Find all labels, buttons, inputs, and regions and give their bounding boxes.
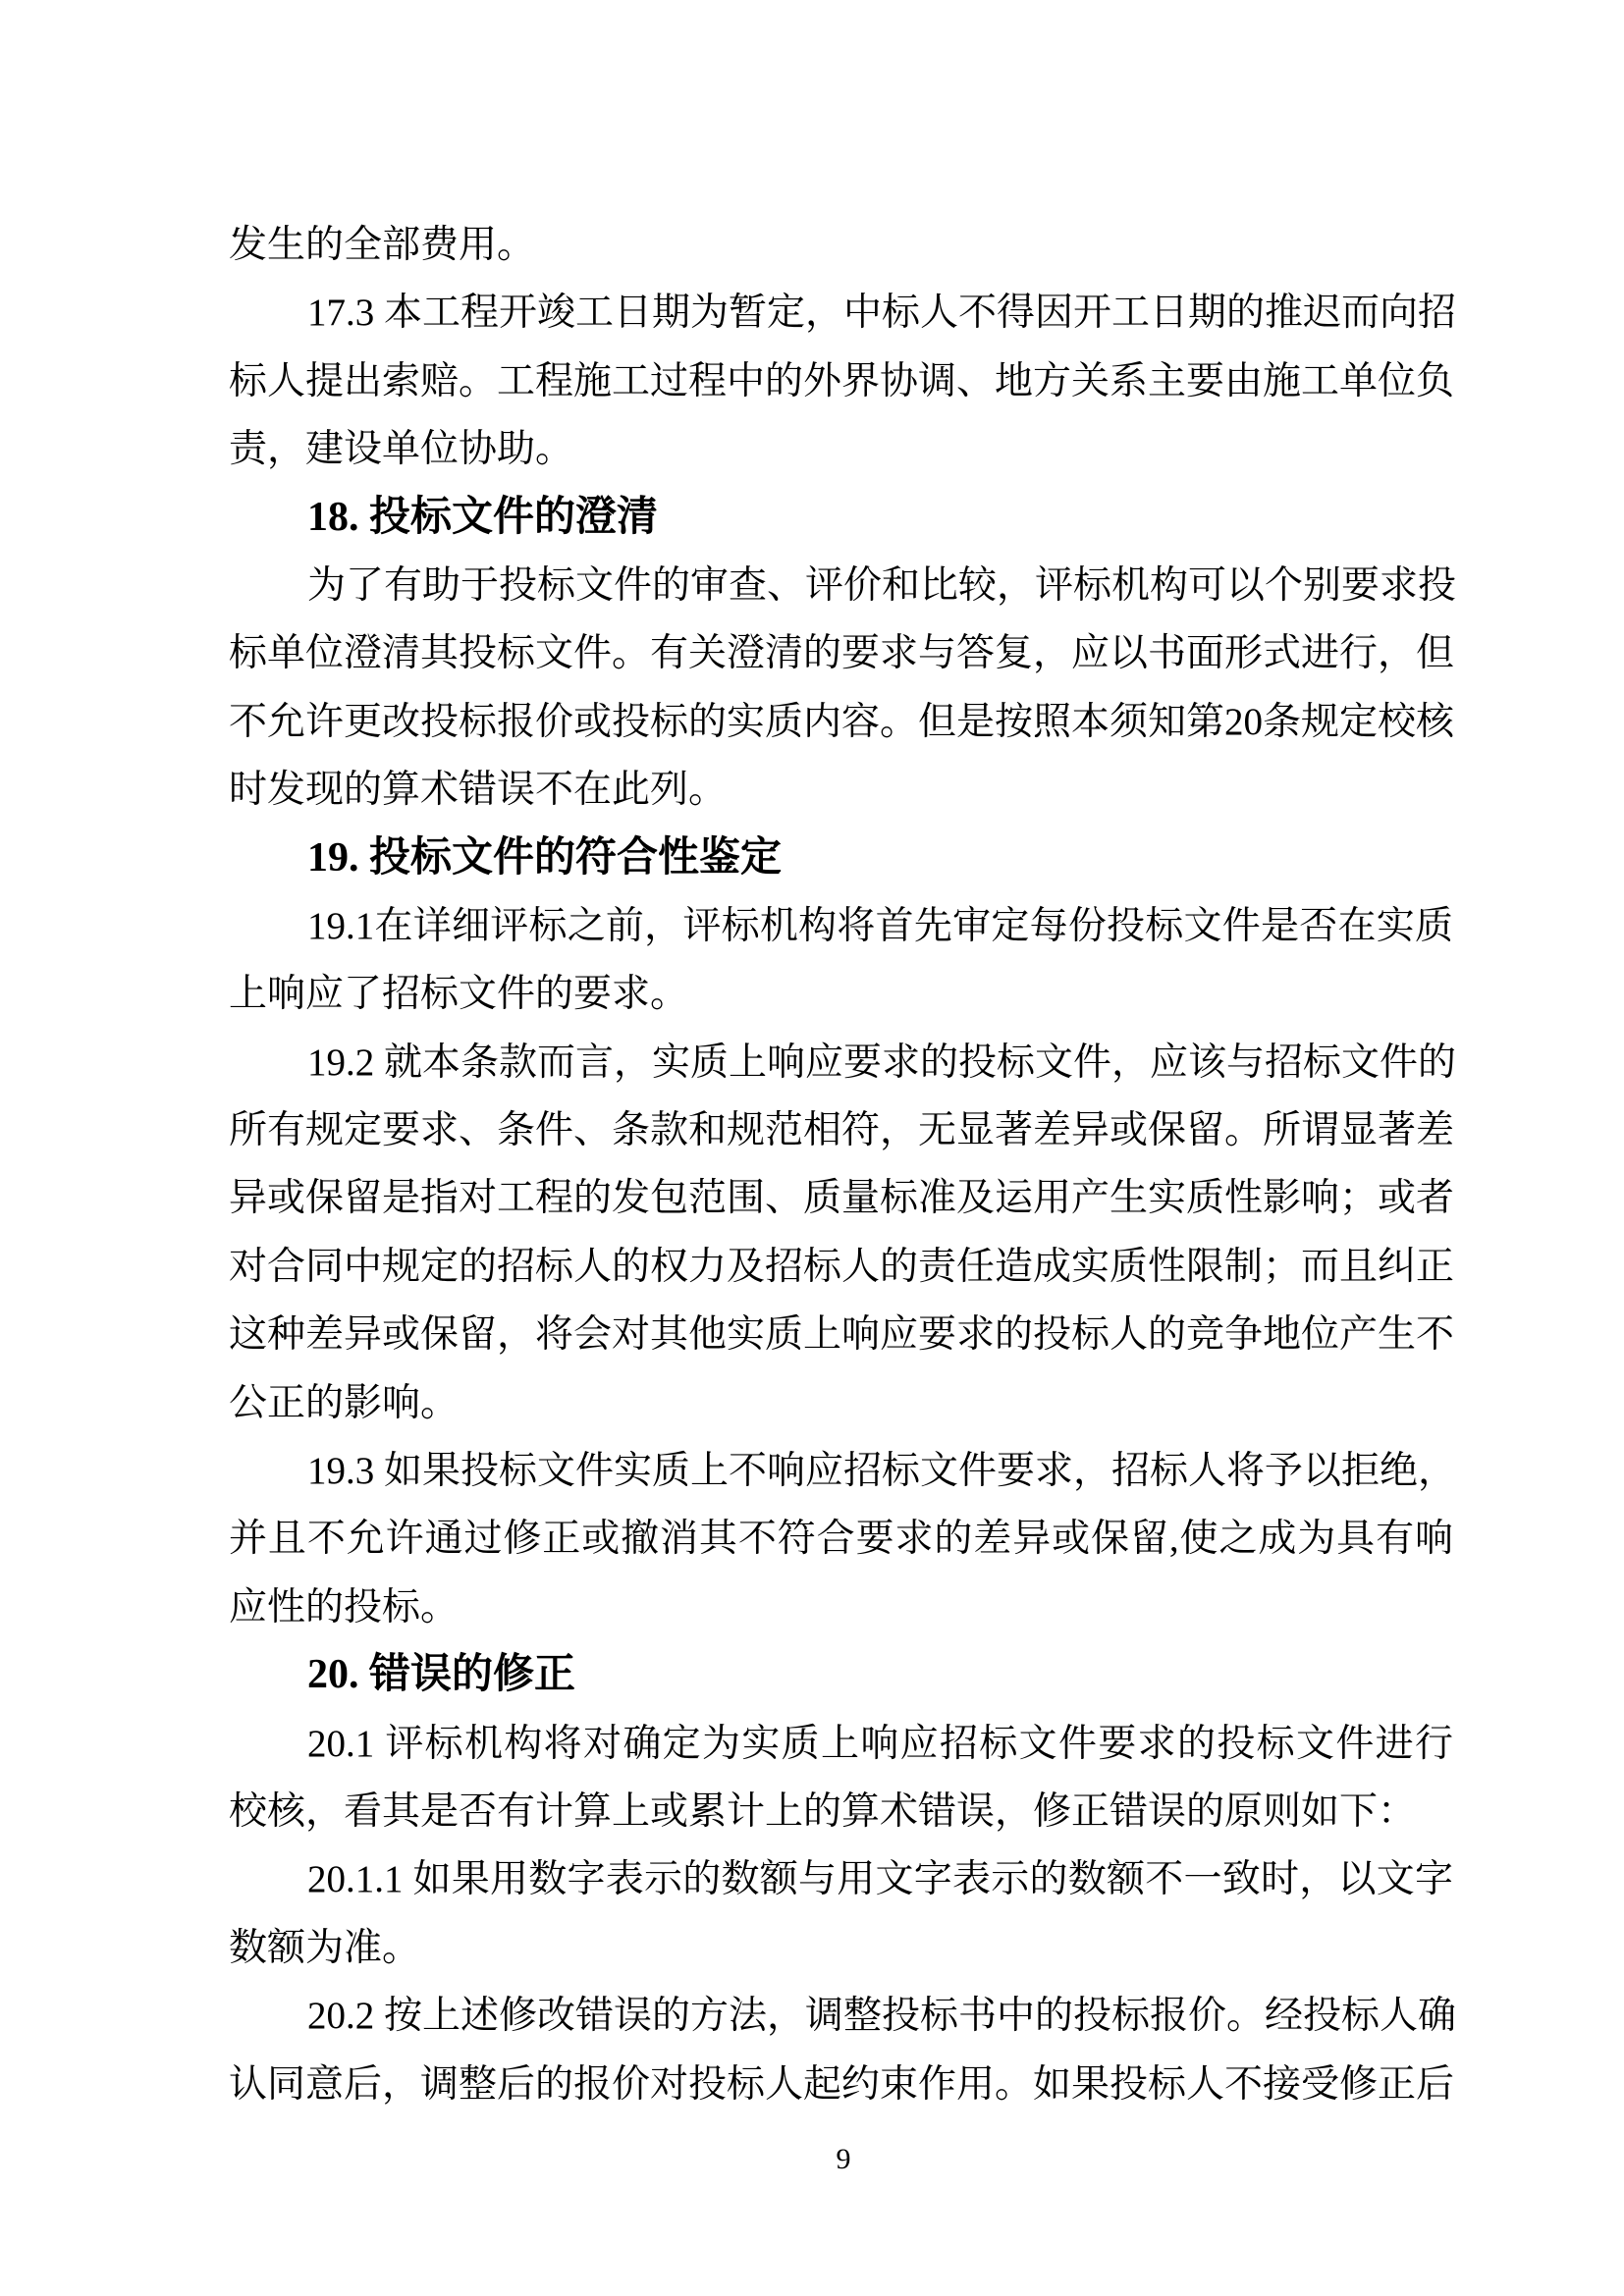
- text-line: 20.2 按上述修改错误的方法，调整投标书中的投标报价。经投标人确: [307, 1995, 1457, 2038]
- text-line: 标单位澄清其投标文件。有关澄清的要求与答复，应以书面形式进行，但: [229, 632, 1455, 675]
- text-line: 19. 投标文件的符合性鉴定: [307, 834, 783, 881]
- text-line: 应性的投标。: [229, 1585, 460, 1629]
- text-line: 上响应了招标文件的要求。: [229, 973, 689, 1016]
- text-line: 这种差异或保留，将会对其他实质上响应要求的投标人的竞争地位产生不: [229, 1313, 1455, 1357]
- text-line: 20.1.1 如果用数字表示的数额与用文字表示的数额不一致时，以文字: [307, 1858, 1453, 1901]
- text-line: 数额为准。: [229, 1926, 421, 1969]
- text-line: 认同意后，调整后的报价对投标人起约束作用。如果投标人不接受修正后: [229, 2062, 1455, 2106]
- text-line: 责，建设单位协助。: [229, 428, 574, 471]
- text-line: 为了有助于投标文件的审查、评价和比较，评标机构可以个别要求投: [307, 563, 1457, 607]
- text-line: 19.3 如果投标文件实质上不响应招标文件要求，招标人将予以拒绝，: [307, 1450, 1457, 1493]
- text-line: 对合同中规定的招标人的权力及招标人的责任造成实质性限制；而且纠正: [229, 1245, 1455, 1288]
- text-line: 异或保留是指对工程的发包范围、质量标准及运用产生实质性影响；或者: [229, 1177, 1455, 1220]
- text-line: 校核，看其是否有计算上或累计上的算术错误，修正错误的原则如下：: [229, 1789, 1417, 1833]
- text-line: 19.2 就本条款而言，实质上响应要求的投标文件，应该与招标文件的: [307, 1041, 1457, 1084]
- text-line: 并且不允许通过修正或撤消其不符合要求的差异或保留,使之成为具有响: [229, 1518, 1453, 1561]
- text-line: 20.1 评标机构将对确定为实质上响应招标文件要求的投标文件进行: [307, 1722, 1453, 1765]
- text-line: 标人提出索赔。工程施工过程中的外界协调、地方关系主要由施工单位负: [229, 359, 1455, 402]
- text-line: 18. 投标文件的澄清: [307, 494, 659, 540]
- text-line: 公正的影响。: [229, 1381, 460, 1424]
- text-line: 时发现的算术错误不在此列。: [229, 769, 728, 812]
- text-line: 发生的全部费用。: [229, 224, 536, 266]
- text-block: [229, 211, 1457, 2118]
- text-line: 17.3 本工程开竣工日期为暂定，中标人不得因开工日期的推迟而向招: [307, 292, 1457, 335]
- page-number: 9: [836, 2143, 851, 2175]
- text-line: 不允许更改投标报价或投标的实质内容。但是按照本须知第20条规定校核: [229, 700, 1455, 743]
- text-line: 19.1在详细评标之前，评标机构将首先审定每份投标文件是否在实质: [307, 904, 1453, 947]
- text-line: 所有规定要求、条件、条款和规范相符，无显著差异或保留。所谓显著差: [229, 1109, 1455, 1152]
- text-line: 20. 错误的修正: [307, 1652, 576, 1698]
